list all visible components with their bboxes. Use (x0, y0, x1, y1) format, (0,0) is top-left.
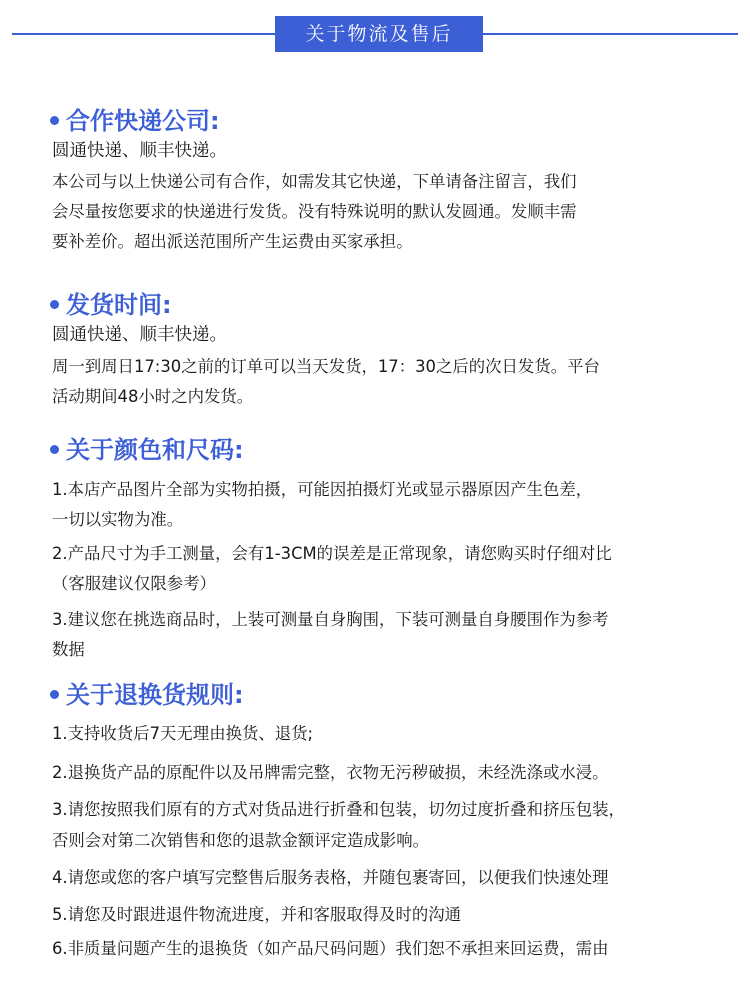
paragraph-line: 否则会对第二次销售和您的退款金额评定造成影响。 (52, 831, 429, 850)
section-title-text: 关于退换货规则: (66, 680, 244, 709)
section-title-return-policy (50, 675, 244, 709)
bullet-dot-icon (50, 300, 59, 309)
paragraph-line: 活动期间48小时之内发货。 (52, 387, 254, 406)
paragraph-line: 要补差价。超出派送范围所产生运费由买家承担。 (52, 232, 413, 251)
bullet-dot-icon (50, 116, 59, 125)
bullet-dot-icon (50, 445, 59, 454)
paragraph-line: 2.退换货产品的原配件以及吊牌需完整，衣物无污秽破损，未经洗涤或水浸。 (52, 763, 609, 782)
section-title-text: 关于颜色和尺码: (66, 435, 244, 464)
bullet-dot-icon (50, 690, 59, 699)
section-title-color-size (50, 430, 244, 464)
paragraph-line: 3.请您按照我们原有的方式对货品进行折叠和包装，切勿过度折叠和挤压包装， (52, 800, 625, 819)
paragraph-line: 会尽量按您要求的快递进行发货。没有特殊说明的默认发圆通。发顺丰需 (52, 202, 577, 221)
paragraph-line: 圆通快递、顺丰快递。 (52, 141, 227, 161)
paragraph-line: 圆通快递、顺丰快递。 (52, 325, 227, 345)
paragraph-line: 5.请您及时跟进退件物流进度，并和客服取得及时的沟通 (52, 905, 462, 924)
paragraph-line: 一切以实物为准。 (52, 510, 184, 529)
page-title: 关于物流及售后 (275, 16, 483, 52)
paragraph-line: 本公司与以上快递公司有合作，如需发其它快递，下单请备注留言，我们 (52, 172, 577, 191)
paragraph-line: 周一到周日17:30之前的订单可以当天发货，17：30之后的次日发货。平台 (52, 357, 600, 376)
paragraph-line: 3.建议您在挑选商品时，上装可测量自身胸围，下装可测量自身腰围作为参考 (52, 610, 609, 629)
section-title-text: 发货时间: (66, 290, 172, 319)
paragraph-line: 数据 (52, 640, 85, 659)
paragraph-line: 1.本店产品图片全部为实物拍摄，可能因拍摄灯光或显示器原因产生色差， (52, 480, 593, 499)
paragraph-line: 2.产品尺寸为手工测量，会有1-3CM的误差是正常现象，请您购买时仔细对比 (52, 544, 612, 563)
section-title-shipping-time (50, 285, 172, 319)
paragraph-line: 4.请您或您的客户填写完整售后服务表格，并随包裹寄回，以便我们快速处理 (52, 868, 609, 887)
section-title-courier (50, 101, 220, 135)
paragraph-line: （客服建议仅限参考） (52, 574, 216, 593)
paragraph-line: 6.非质量问题产生的退换货（如产品尺码问题）我们恕不承担来回运费，需由 (52, 939, 609, 958)
section-title-text: 合作快递公司: (66, 106, 220, 135)
paragraph-line: 1.支持收货后7天无理由换货、退货; (52, 724, 314, 743)
